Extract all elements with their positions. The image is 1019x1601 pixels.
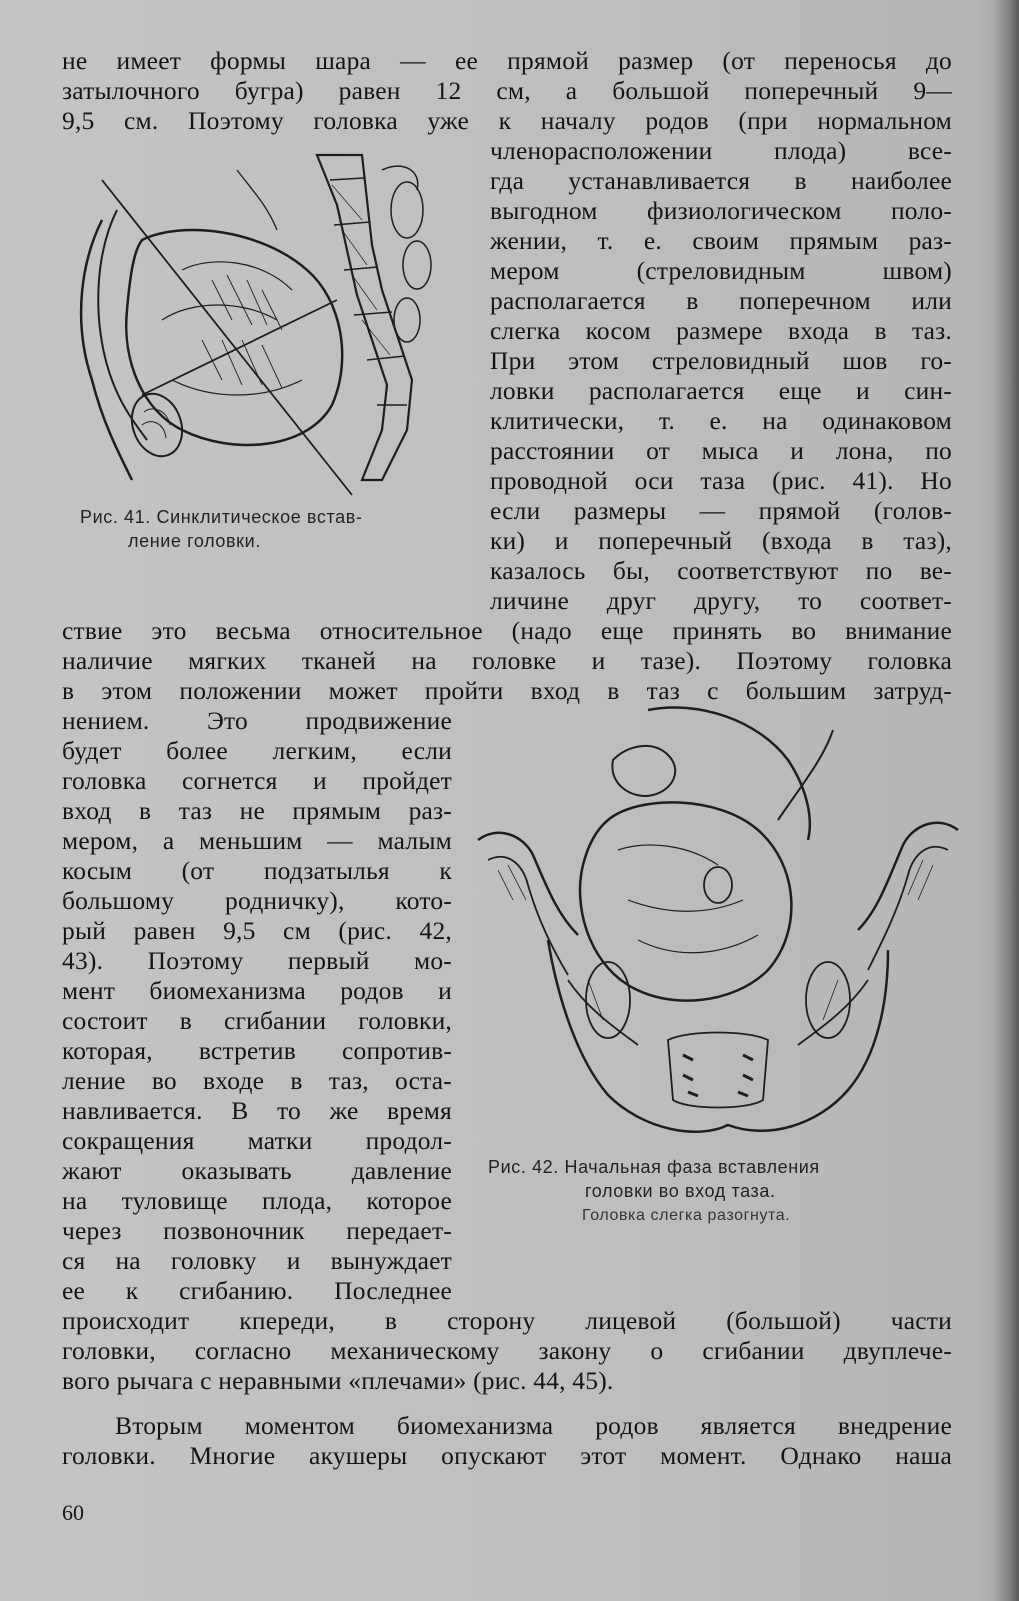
text-line: затылочного бугра) равен 12 см, а большой поперечный 9— — [62, 76, 952, 105]
figure-42-illustration — [468, 700, 968, 1150]
text-line: в этом положении может пройти вход в таз с большим затруд- — [62, 676, 952, 705]
text-line: рый равен 9,5 см (рис. 42, — [62, 916, 452, 945]
text-line: вход в таз не прямым раз- — [62, 796, 452, 825]
text-line: проводной оси таза (рис. 41). Но — [490, 466, 952, 495]
text-line: состоит в сгибании головки, — [62, 1006, 452, 1035]
text-line: на туловище плода, которое — [62, 1186, 452, 1215]
text-line: навливается. В то же время — [62, 1096, 452, 1125]
text-line: Вторым моментом биомеханизма родов является внедрение — [115, 1411, 952, 1440]
text-line: жают оказывать давление — [62, 1156, 452, 1185]
text-line: будет более легким, если — [62, 736, 452, 765]
text-line: головка согнется и пройдет — [62, 766, 452, 795]
text-line: клитически, т. е. на одинаковом — [490, 406, 952, 435]
figure-41-caption: Рис. 41. Синклитическое встав- — [80, 507, 363, 527]
text-line: нением. Это продвижение — [62, 706, 452, 735]
text-line: 43). Поэтому первый мо- — [62, 946, 452, 975]
text-line: ствие это весьма относительное (надо еще принять во внимание — [62, 616, 952, 645]
text-line: сокращения матки продол- — [62, 1126, 452, 1155]
text-line: жении, т. е. своим прямым раз- — [490, 226, 952, 255]
text-line: наличие мягких тканей на головке и тазе). Поэтому головка — [62, 646, 952, 675]
text-line: ление во входе в таз, оста- — [62, 1066, 452, 1095]
text-line: ловки располагается еще и син- — [490, 376, 952, 405]
page-edge-shadow — [993, 0, 1019, 1601]
text-line: слегка косом размере входа в таз. — [490, 316, 952, 345]
text-line: головки, согласно механическому закону о сгибании двуплече- — [62, 1336, 952, 1365]
figure-42-caption: головки во вход таза. — [585, 1181, 776, 1201]
text-line: большому родничку), кото- — [62, 886, 452, 915]
text-line: 9,5 см. Поэтому головка уже к началу родов (при нормальном — [62, 106, 952, 135]
text-line: не имеет формы шара — ее прямой размер (от переносья до — [62, 46, 952, 75]
text-line: происходит кпереди, в сторону лицевой (большой) части — [62, 1306, 952, 1335]
text-line: располагается в поперечном или — [490, 286, 952, 315]
text-line: личине друг другу, то соответ- — [490, 586, 952, 615]
text-line: мером, а меньшим — малым — [62, 826, 452, 855]
text-line: косым (от подзатылья к — [62, 856, 452, 885]
text-line: которая, встретив сопротив- — [62, 1036, 452, 1065]
figure-41-illustration — [62, 150, 460, 500]
text-line: выгодном физиологическом поло- — [490, 196, 952, 225]
text-line: ее к сгибанию. Последнее — [62, 1276, 452, 1305]
figure-42-caption: Головка слегка разогнута. — [582, 1207, 791, 1224]
text-line: головки. Многие акушеры опускают этот момент. Однако наша — [62, 1441, 952, 1470]
text-line: если размеры — прямой (голов- — [490, 496, 952, 525]
text-line: вого рычага с неравными «плечами» (рис. 44, 45). — [62, 1366, 614, 1395]
page-number: 60 — [62, 1500, 84, 1525]
text-line: казалось бы, соответствуют по ве- — [490, 556, 952, 585]
figure-41-caption: ление головки. — [128, 531, 261, 551]
text-line: гда устанавливается в наиболее — [490, 166, 952, 195]
text-line: расстоянии от мыса и лона, по — [490, 436, 952, 465]
text-line: членорасположении плода) все- — [490, 136, 952, 165]
text-line: ся на головку и вынуждает — [62, 1246, 452, 1275]
text-line: через позвоночник передает- — [62, 1216, 452, 1245]
text-line: При этом стреловидный шов го- — [490, 346, 952, 375]
text-line: ки) и поперечный (входа в таз), — [490, 526, 952, 555]
figure-42-caption: Рис. 42. Начальная фаза вставления — [488, 1157, 820, 1177]
text-line: мером (стреловидным швом) — [490, 256, 952, 285]
text-line: мент биомеханизма родов и — [62, 976, 452, 1005]
